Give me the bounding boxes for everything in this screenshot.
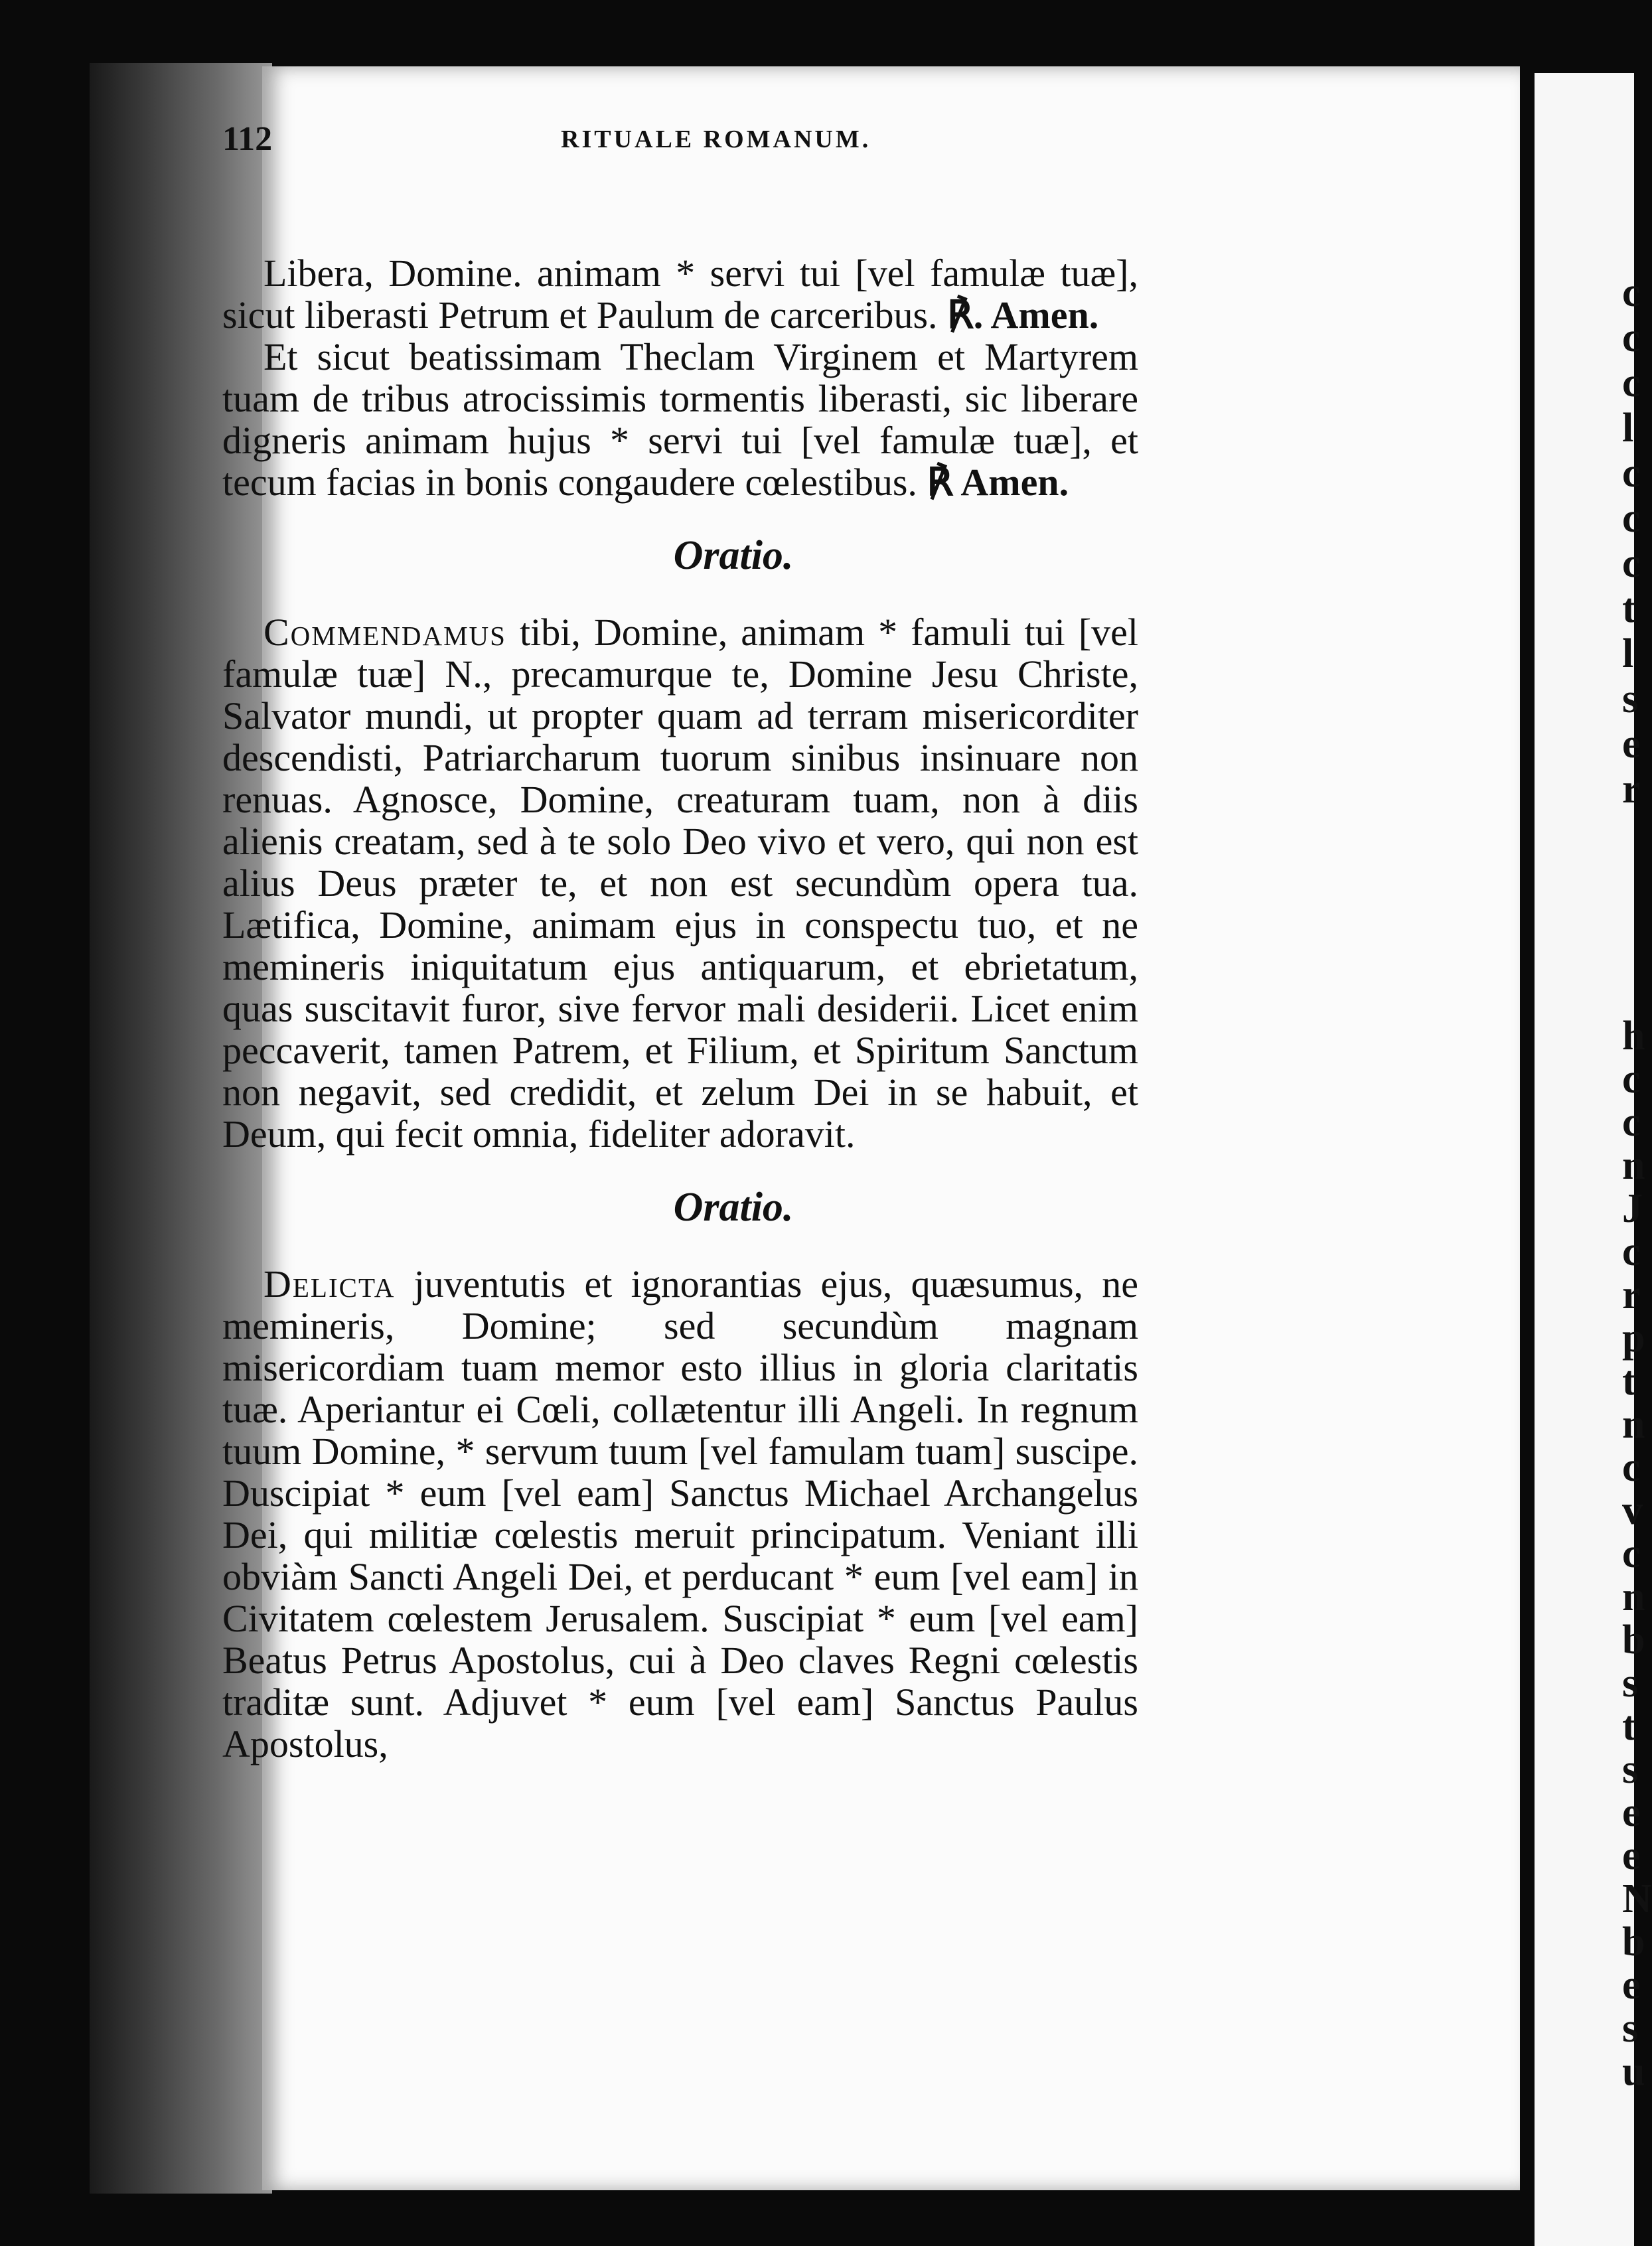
paragraph xyxy=(222,252,1138,336)
facing-page-fragment: n xyxy=(1622,1143,1645,1188)
facing-page-fragment: c xyxy=(1622,541,1641,586)
paragraph-text: tibi, Domine, animam * famuli tui [vel famulæ tuæ] N., precamurque te, Domine Jesu Christe, Salvator mundi, ut propter quam ad terram misericorditer descendisti, Patriarcharum tuorum sinibus insinuare non renuas. Agnosce, Domine, creaturam tuam, non à diis alienis creatam, sed à te solo Deo vivo et vero, qui non est alius Deus præter te, et non est secundùm opera tua. Lætifica, Domine, animam ejus in conspectu tuo, et ne memineris iniquitatum ejus antiquarum, et ebrietatum, quas suscitavit furor, sive fervor mali desiderii. Licet enim peccaverit, tamen Patrem, et Filium, et Spiritum Sanctum non negavit, sed credidit, et zelum Dei in se habuit, et Deum, qui fecit omnia, fideliter adoravit. xyxy=(222,611,1138,1156)
page-body xyxy=(222,252,1138,1765)
facing-page-fragment: t xyxy=(1622,1359,1636,1404)
facing-page-fragment: p xyxy=(1622,1315,1645,1361)
facing-page-fragment: c xyxy=(1622,1229,1641,1274)
lead-word: Delicta xyxy=(263,1262,396,1306)
facing-page-fragment: n xyxy=(1622,1402,1645,1447)
facing-page-fragment: r xyxy=(1622,1272,1641,1317)
facing-page-fragment: e xyxy=(1622,1963,1641,2008)
paragraph xyxy=(222,336,1138,503)
facing-page-fragment: l xyxy=(1622,631,1634,676)
facing-page-fragment: c xyxy=(1622,451,1641,496)
facing-page-fragment: c xyxy=(1622,315,1641,360)
facing-page-fragment: c xyxy=(1622,1531,1641,1576)
facing-page-fragment: b xyxy=(1622,1919,1645,1965)
facing-page-fragment: c xyxy=(1622,496,1641,541)
facing-page-fragment: n xyxy=(1622,1574,1645,1619)
page-header xyxy=(222,119,1535,173)
facing-page-fragment: v xyxy=(1622,1488,1643,1533)
paragraph xyxy=(222,611,1138,1155)
facing-page-fragment: u xyxy=(1622,2049,1645,2094)
response-amen: ℟ Amen. xyxy=(927,461,1069,504)
facing-page-fragment: c xyxy=(1622,270,1641,315)
facing-page-fragment: s xyxy=(1622,676,1639,721)
facing-page-fragment: c xyxy=(1622,1100,1641,1145)
facing-page-fragment: s xyxy=(1622,1747,1639,1792)
paragraph-text: Et sicut beatissimam Theclam Virginem et Martyrem tuam de tribus atrocissimis tormentis liberasti, sic liberare digneris animam hujus * servi tui [vel famulæ tuæ], et tecum facias in bonis congaudere cœlestibus. xyxy=(222,335,1138,504)
section-heading: Oratio. xyxy=(673,1185,794,1230)
facing-page-fragment: N xyxy=(1622,1876,1652,1921)
facing-page-fragment: c xyxy=(1622,1057,1641,1102)
facing-page-edge xyxy=(1535,73,1652,2246)
facing-page-fragment: t xyxy=(1622,586,1636,631)
running-title: RITUALE ROMANUM. xyxy=(561,125,871,153)
facing-page-fragment: s xyxy=(1622,2006,1639,2051)
response-amen: ℟. Amen. xyxy=(947,293,1099,337)
facing-page-fragment: t xyxy=(1622,1704,1636,1749)
paragraph-text: Libera, Domine. animam * servi tui [vel famulæ tuæ], sicut liberasti Petrum et Paulum de carceribus. xyxy=(222,252,1138,337)
facing-page-fragment: r xyxy=(1622,767,1641,812)
facing-page-fragment: e xyxy=(1622,1790,1641,1835)
page-number: 112 xyxy=(222,120,273,158)
facing-page-fragment: c xyxy=(1622,1445,1641,1490)
paragraph xyxy=(222,1263,1138,1765)
facing-page-fragment: h xyxy=(1622,1013,1645,1059)
facing-page-fragment: J xyxy=(1622,1186,1643,1231)
facing-page-fragment: c xyxy=(1622,360,1641,406)
paragraph-text: juventutis et ignorantias ejus, quæsumus, ne memineris, Domine; sed secundùm magnam misericordiam tuam memor esto illius in gloria claritatis tuæ. Aperiantur ei Cœli, collætentur illi Angeli. In regnum tuum Domine, * servum tuum [vel famulam tuam] suscipe. Duscipiat * eum [vel eam] Sanctus Michael Archangelus Dei, qui militiæ cœlestis meruit principatum. Veniant illi obviàm Sancti Angeli Dei, et perducant * eum [vel eam] in Civitatem cœlestem Jerusalem. Suscipiat * eum [vel eam] Beatus Petrus Apostolus, cui à Deo claves Regni cœlestis traditæ sunt. Adjuvet * eum [vel eam] Sanctus Paulus Apostolus, xyxy=(222,1262,1138,1765)
facing-page-fragment: s xyxy=(1622,1661,1639,1706)
lead-word: Commendamus xyxy=(263,611,506,654)
facing-page-fragment: l xyxy=(1622,406,1634,451)
facing-page-fragment: e xyxy=(1622,1833,1641,1878)
facing-page-fragment: e xyxy=(1622,721,1641,767)
facing-page-fragment: b xyxy=(1622,1617,1645,1663)
section-heading: Oratio. xyxy=(673,533,794,578)
